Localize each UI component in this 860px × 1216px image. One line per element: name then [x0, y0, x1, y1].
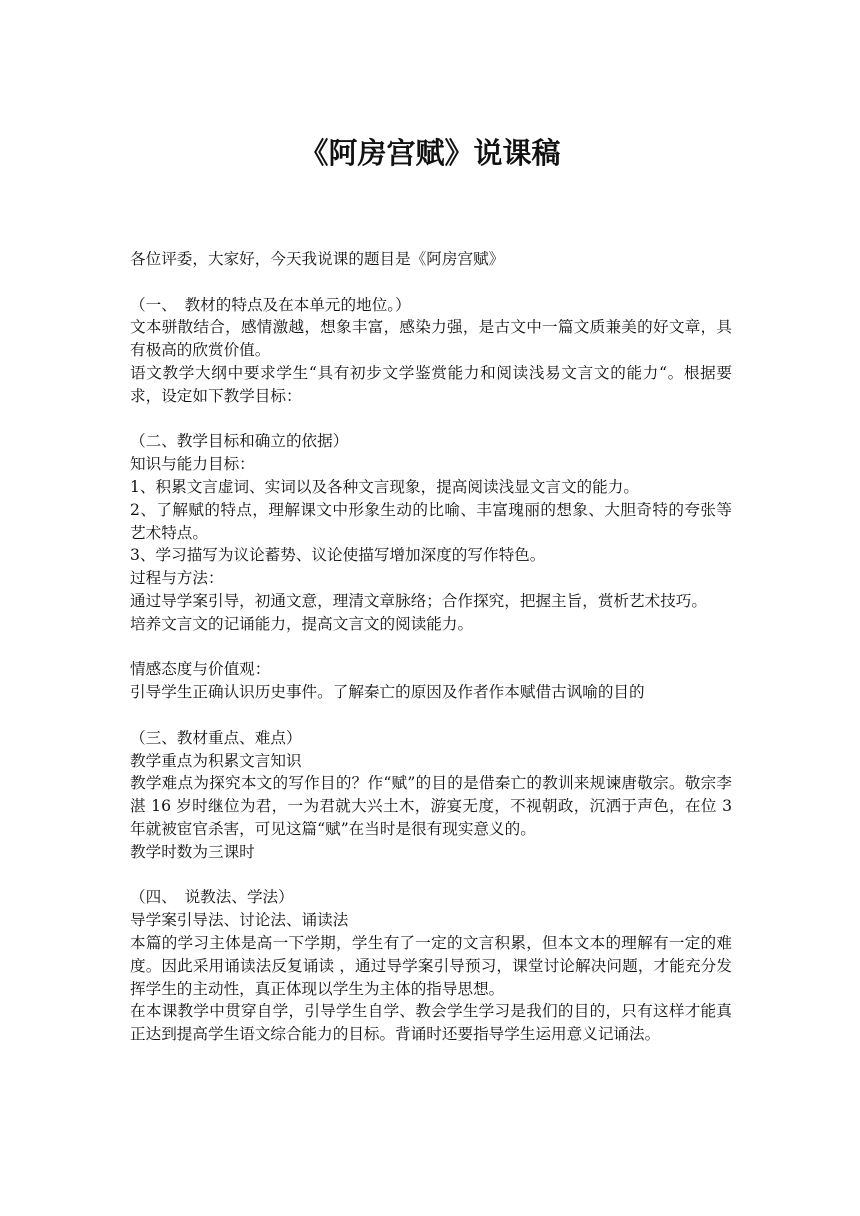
- goal-item: 1、积累文言虚词、实词以及各种文言现象，提高阅读浅显文言文的能力。: [130, 477, 639, 496]
- goal-item: 2、了解赋的特点，理解课文中形象生动的比喻、丰富瑰丽的想象、大胆奇特的夸张等艺术特点。: [130, 500, 732, 542]
- section3-paragraph: 教学重点为积累文言知识: [130, 751, 302, 770]
- section4-paragraph: 导学案引导法、讨论法、诵读法: [130, 911, 349, 930]
- section1-heading: （一、 教材的特点及在本单元的地位。）: [130, 295, 411, 314]
- section4-paragraph: 在本课教学中贯穿自学，引导学生自学、教会学生学习是我们的目的，只有这样才能真正达到提高学生语文综合能力的目标。背诵时还要指导学生运用意义记诵法。: [130, 1002, 732, 1044]
- spacer: [130, 636, 732, 659]
- spacer: [130, 864, 732, 887]
- emotion-paragraph: 引导学生正确认识历史事件。了解秦亡的原因及作者作本赋借古讽喻的目的: [130, 683, 645, 702]
- section4-paragraph: 本篇的学习主体是高一下学期，学生有了一定的文言积累，但本文本的理解有一定的难度。因此采用诵读法反复诵读 ，通过导学案引导预习，课堂讨论解决问题，才能充分发挥学生的主动性，真正体现以学生为主体的指导思想。: [130, 933, 732, 998]
- section3-heading: （三、教材重点、难点）: [130, 728, 302, 747]
- section2-subheading: 过程与方法：: [130, 569, 224, 588]
- section2-subheading: 知识与能力目标：: [130, 455, 255, 474]
- section4-heading: （四、 说教法、学法）: [130, 888, 294, 907]
- document-title: 《阿房宫赋》说课稿: [299, 136, 561, 170]
- section2-heading: （二、教学目标和确立的依据）: [130, 432, 349, 451]
- goal-item: 3、学习描写为议论蓄势、议论使描写增加深度的写作特色。: [130, 546, 546, 565]
- section3-paragraph: 教学难点为探究本文的写作目的？作“赋”的目的是借秦亡的教训来规谏唐敬宗。敬宗李湛 16 岁时继位为君，一为君就大兴土木，游宴无度，不视朝政，沉洒于声色，在位 3 年就被宦官杀害，可见这篇“赋”在当时是很有现实意义的。: [130, 774, 732, 838]
- section2-subheading: 情感态度与价值观：: [130, 660, 271, 679]
- section1-paragraph: 语文教学大纲中要求学生“具有初步文学鉴赏能力和阅读浅易文言文的能力“。根据要求，设定如下教学目标：: [130, 363, 732, 405]
- method-paragraph: 培养文言文的记诵能力，提高文言文的阅读能力。: [130, 614, 474, 633]
- section1-paragraph: 文本骈散结合，感情激越，想象丰富，感染力强，是古文中一篇文质兼美的好文章，具有极高的欣赏价值。: [130, 318, 732, 360]
- method-paragraph: 通过导学案引导，初通文意，理清文章脉络；合作探究，把握主旨，赏析艺术技巧。: [130, 591, 707, 610]
- intro-paragraph: 各位评委，大家好，今天我说课的题目是《阿房宫赋》: [130, 250, 505, 268]
- spacer: [130, 408, 732, 431]
- spacer: [130, 704, 732, 727]
- document-body: [130, 248, 732, 1046]
- spacer: [130, 271, 732, 294]
- section3-paragraph: 教学时数为三课时: [130, 842, 255, 861]
